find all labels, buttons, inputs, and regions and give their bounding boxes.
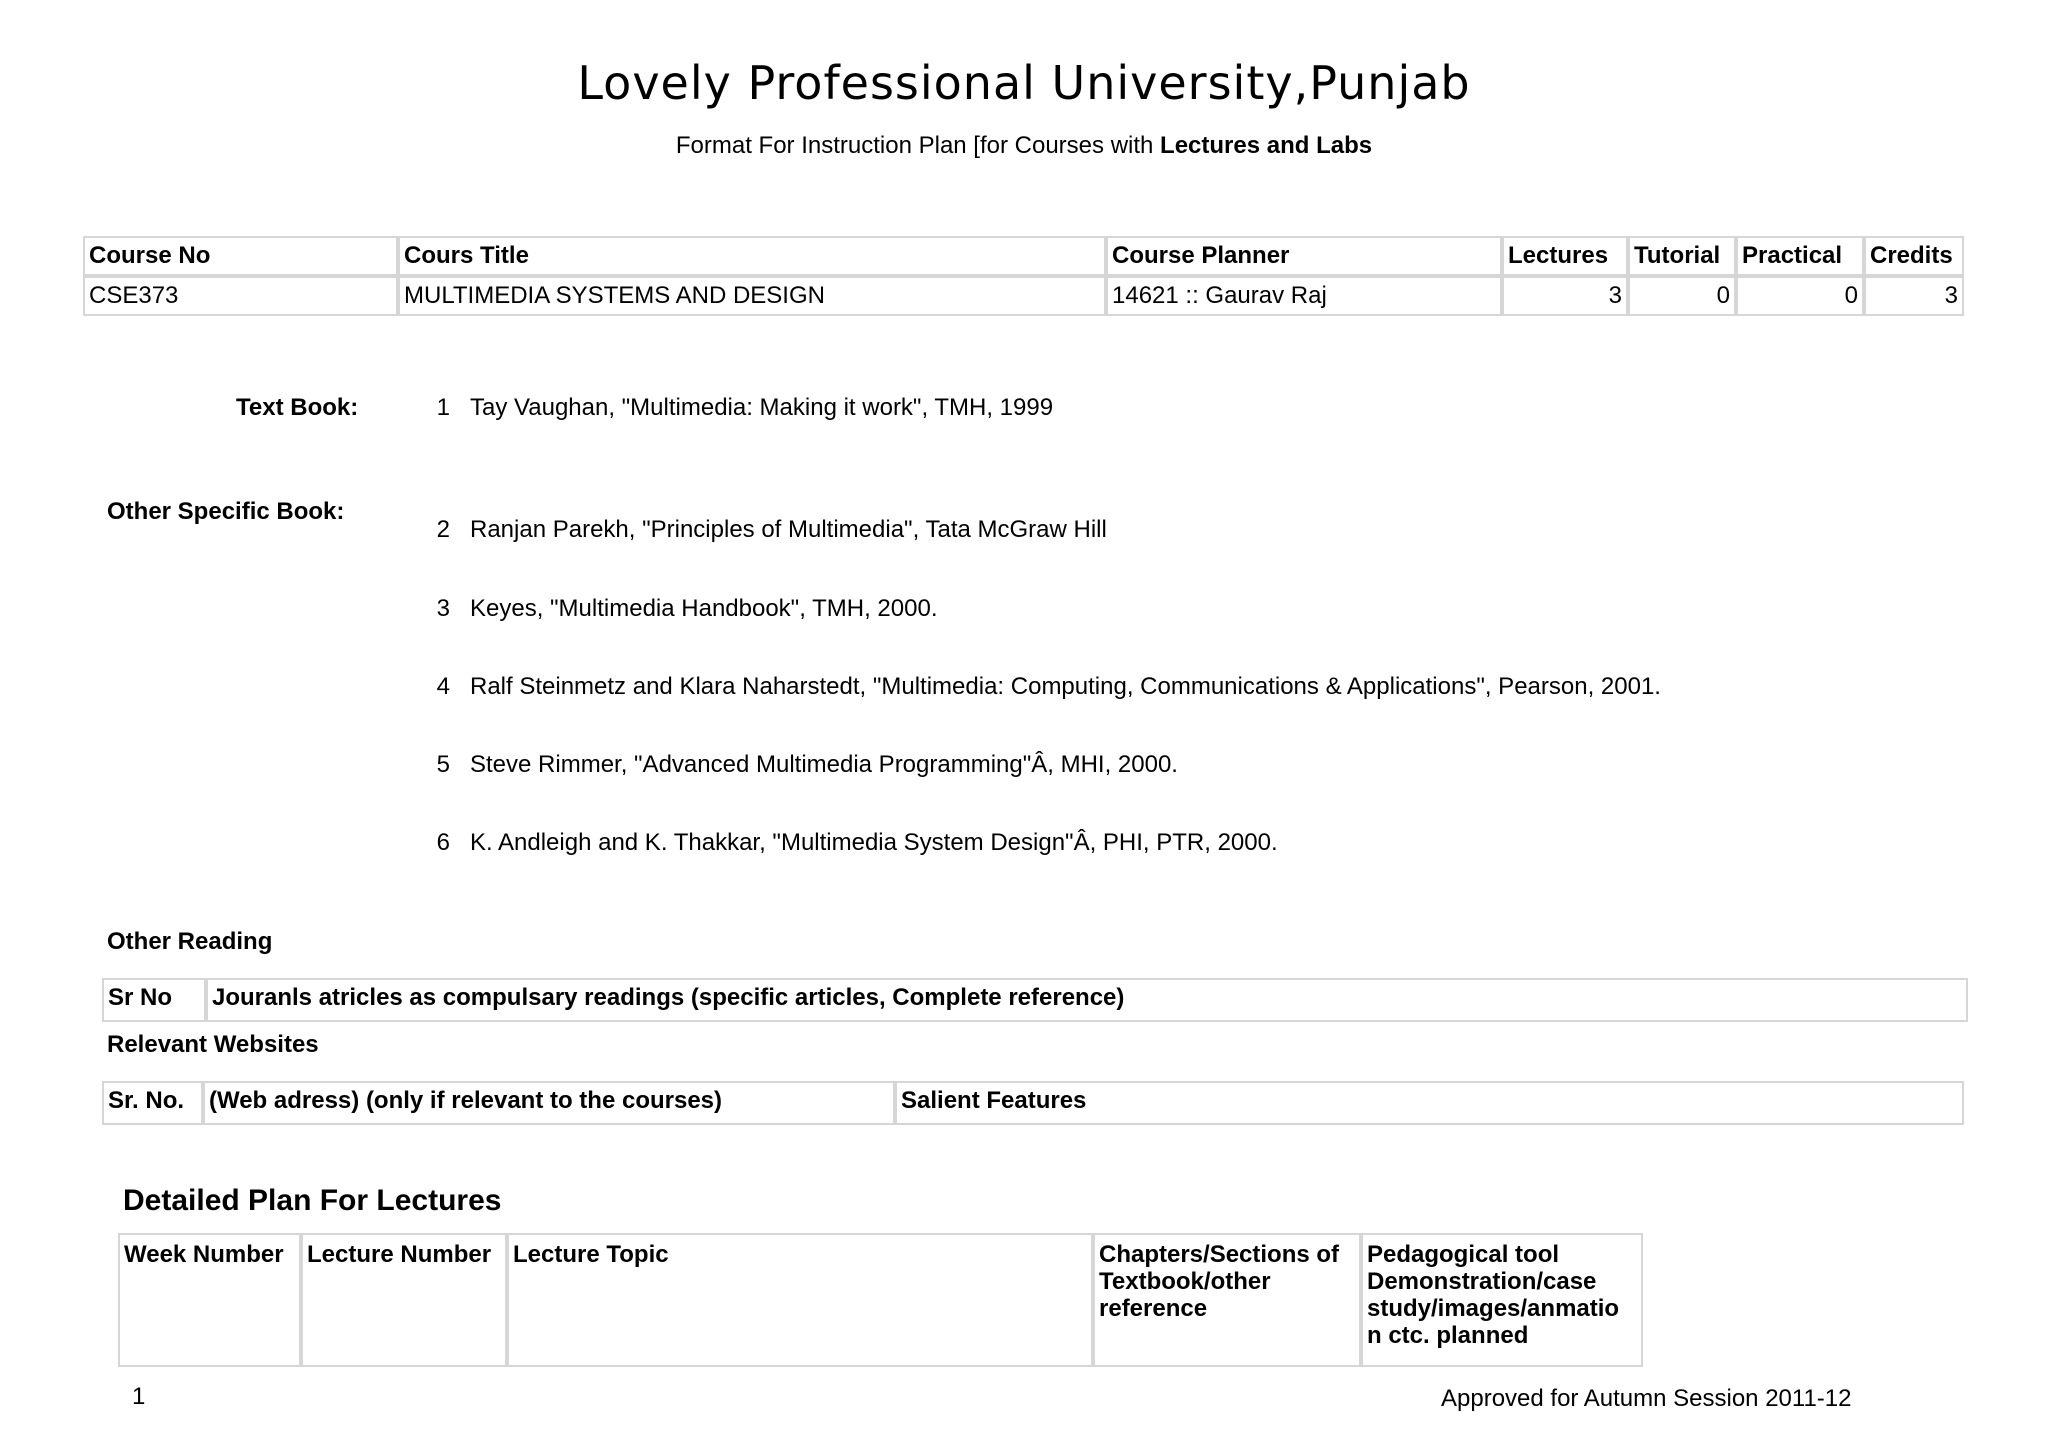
other-book-item — [0, 751, 2048, 781]
header-tutorial: Tutorial — [1628, 236, 1736, 276]
header-course-planner: Course Planner — [1106, 236, 1502, 276]
course-table-row — [83, 276, 1964, 316]
detailed-plan-table — [118, 1233, 1643, 1367]
practical-cell: 0 — [1736, 276, 1864, 316]
other-specific-book-label: Other Specific Book: — [107, 498, 345, 525]
other-reading-header-row — [102, 978, 1968, 1022]
book-reference: Keyes, "Multimedia Handbook", TMH, 2000. — [470, 595, 938, 622]
header-practical: Practical — [1736, 236, 1864, 276]
header-web-address: (Web adress) (only if relevant to the courses) — [203, 1081, 895, 1125]
header-course-no: Course No — [83, 236, 398, 276]
book-number: 5 — [436, 751, 450, 778]
course-table — [83, 236, 1964, 316]
book-number: 1 — [436, 394, 450, 421]
book-number: 6 — [436, 829, 450, 856]
header-lecture-number: Lecture Number — [301, 1233, 507, 1367]
book-number: 2 — [436, 516, 450, 543]
book-reference: K. Andleigh and K. Thakkar, "Multimedia System Design"Â, PHI, PTR, 2000. — [470, 829, 1278, 856]
relevant-websites-table — [102, 1081, 1964, 1125]
relevant-websites-header-row — [102, 1081, 1964, 1125]
lectures-cell: 3 — [1502, 276, 1628, 316]
course-planner-cell: 14621 :: Gaurav Raj — [1106, 276, 1502, 316]
page-number: 1 — [132, 1383, 146, 1410]
book-reference: Steve Rimmer, "Advanced Multimedia Programming"Â, MHI, 2000. — [470, 751, 1178, 778]
other-reading-table — [102, 978, 1968, 1022]
subtitle-prefix: Format For Instruction Plan [for Courses with — [675, 132, 1161, 159]
header-sr-no: Sr No — [102, 978, 206, 1022]
course-title-cell: MULTIMEDIA SYSTEMS AND DESIGN — [398, 276, 1106, 316]
page-title: Lovely Professional University,Punjab — [577, 56, 1471, 110]
header-credits: Credits — [1864, 236, 1964, 276]
plan-subtitle — [0, 132, 2048, 160]
text-book-item — [0, 394, 2048, 424]
other-book-item — [0, 595, 2048, 625]
course-no-cell: CSE373 — [83, 276, 398, 316]
header-lectures: Lectures — [1502, 236, 1628, 276]
book-number: 4 — [436, 673, 450, 700]
detailed-plan-header-row — [118, 1233, 1643, 1367]
relevant-websites-label: Relevant Websites — [107, 1031, 319, 1058]
header-chapters-sections: Chapters/Sections of Textbook/other reference — [1093, 1233, 1361, 1367]
other-book-item — [0, 673, 2048, 703]
course-table-header-row — [83, 236, 1964, 276]
other-book-item — [0, 516, 2048, 546]
other-reading-label: Other Reading — [107, 928, 273, 955]
header-sr-no: Sr. No. — [102, 1081, 203, 1125]
subtitle-bold: Lectures and Labs — [1160, 132, 1373, 159]
header-lecture-topic: Lecture Topic — [507, 1233, 1093, 1367]
text-book-label: Text Book: — [236, 394, 359, 421]
book-reference: Ralf Steinmetz and Klara Naharstedt, "Multimedia: Computing, Communications & Applications", Pearson, 2001. — [470, 673, 1661, 700]
other-book-item — [0, 829, 2048, 859]
tutorial-cell: 0 — [1628, 276, 1736, 316]
book-reference: Tay Vaughan, "Multimedia: Making it work", TMH, 1999 — [470, 394, 1054, 421]
header-journal-articles: Jouranls atricles as compulsary readings (specific articles, Complete reference) — [206, 978, 1968, 1022]
header-week-number: Week Number — [118, 1233, 301, 1367]
book-reference: Ranjan Parekh, "Principles of Multimedia", Tata McGraw Hill — [470, 516, 1107, 543]
book-number: 3 — [436, 595, 450, 622]
credits-cell: 3 — [1864, 276, 1964, 316]
approval-note: Approved for Autumn Session 2011-12 — [1441, 1385, 1852, 1412]
header-salient-features: Salient Features — [895, 1081, 1964, 1125]
header-course-title: Cours Title — [398, 236, 1106, 276]
detailed-plan-heading: Detailed Plan For Lectures — [123, 1184, 502, 1217]
header-pedagogical-tool: Pedagogical tool Demonstration/case study/images/anmatio n ctc. planned — [1361, 1233, 1643, 1367]
